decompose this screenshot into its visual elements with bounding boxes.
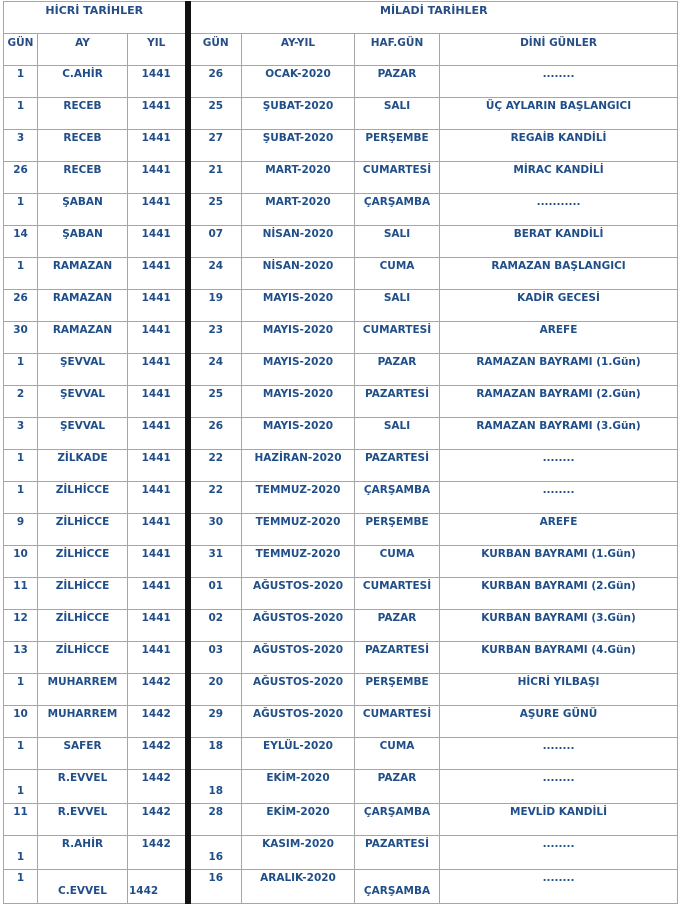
miladi-day-cell: 01 [188, 578, 242, 610]
month-year-cell: MAYIS-2020 [242, 418, 355, 450]
table-row [4, 66, 678, 98]
month-year-cell: HAZİRAN-2020 [242, 450, 355, 482]
hicri-day-cell: 26 [4, 290, 38, 322]
miladi-day-cell: 22 [188, 482, 242, 514]
hicri-month-cell: RECEB [38, 98, 128, 130]
miladi-day-cell: 25 [188, 386, 242, 418]
hicri-day-cell: 11 [4, 804, 38, 836]
month-year-cell: NİSAN-2020 [242, 226, 355, 258]
month-year-cell: OCAK-2020 [242, 66, 355, 98]
miladi-day-cell: 20 [188, 674, 242, 706]
weekday-cell: PAZARTESİ [355, 450, 440, 482]
hicri-year-cell: 1442 [128, 870, 188, 904]
religious-day-cell: KADİR GECESİ [440, 290, 678, 322]
hicri-year-cell: 1441 [128, 610, 188, 642]
table-row [4, 354, 678, 386]
hicri-year-cell: 1442 [128, 770, 188, 804]
hicri-year-cell: 1441 [128, 578, 188, 610]
religious-day-cell: ........ [440, 770, 678, 804]
religious-day-cell: AREFE [440, 322, 678, 354]
month-year-cell: EKİM-2020 [242, 804, 355, 836]
month-year-cell: EYLÜL-2020 [242, 738, 355, 770]
hicri-month-cell: RAMAZAN [38, 290, 128, 322]
hicri-day-cell: 1 [4, 194, 38, 226]
hicri-year-cell: 1441 [128, 290, 188, 322]
weekday-cell: PERŞEMBE [355, 674, 440, 706]
hicri-month-cell: RAMAZAN [38, 258, 128, 290]
hicri-month-cell: ZİLHİCCE [38, 578, 128, 610]
col-header-hicri-month: AY [38, 34, 128, 66]
weekday-cell: SALI [355, 418, 440, 450]
hicri-month-cell: ZİLHİCCE [38, 610, 128, 642]
miladi-day-cell: 24 [188, 354, 242, 386]
hicri-year-cell: 1441 [128, 162, 188, 194]
hicri-day-cell: 1 [4, 258, 38, 290]
hicri-day-cell: 10 [4, 546, 38, 578]
hicri-year-cell: 1441 [128, 258, 188, 290]
hicri-day-cell: 10 [4, 706, 38, 738]
hicri-month-cell: MUHARREM [38, 674, 128, 706]
weekday-cell: SALI [355, 98, 440, 130]
month-year-cell: MAYIS-2020 [242, 386, 355, 418]
hicri-year-cell: 1441 [128, 194, 188, 226]
column-header-row [4, 34, 678, 66]
religious-day-cell: HİCRİ YILBAŞI [440, 674, 678, 706]
hicri-day-cell: 12 [4, 610, 38, 642]
hicri-day-cell: 1 [4, 482, 38, 514]
hicri-year-cell: 1441 [128, 450, 188, 482]
hicri-month-cell: R.AHİR [38, 836, 128, 870]
table-row [4, 98, 678, 130]
hicri-year-cell: 1441 [128, 354, 188, 386]
hicri-year-cell: 1441 [128, 130, 188, 162]
miladi-day-cell: 29 [188, 706, 242, 738]
col-header-weekday: HAF.GÜN [355, 34, 440, 66]
month-year-cell: EKİM-2020 [242, 770, 355, 804]
hicri-year-cell: 1441 [128, 322, 188, 354]
miladi-day-cell: 25 [188, 194, 242, 226]
hicri-day-cell: 1 [4, 674, 38, 706]
hicri-day-cell: 1 [4, 450, 38, 482]
hicri-day-cell: 14 [4, 226, 38, 258]
hicri-day-cell: 30 [4, 322, 38, 354]
weekday-cell: CUMARTESİ [355, 706, 440, 738]
hicri-month-cell: R.EVVEL [38, 770, 128, 804]
religious-day-cell: KURBAN BAYRAMI (3.Gün) [440, 610, 678, 642]
month-year-cell: MAYIS-2020 [242, 322, 355, 354]
hicri-year-cell: 1441 [128, 514, 188, 546]
miladi-day-cell: 30 [188, 514, 242, 546]
religious-day-cell: ........ [440, 870, 678, 904]
hicri-month-cell: ZİLHİCCE [38, 642, 128, 674]
hicri-day-cell: 9 [4, 514, 38, 546]
hicri-day-cell: 13 [4, 642, 38, 674]
weekday-cell: ÇARŞAMBA [355, 804, 440, 836]
table-row [4, 258, 678, 290]
weekday-cell: PAZARTESİ [355, 836, 440, 870]
table-row [4, 770, 678, 804]
hicri-section-title: HİCRİ TARİHLER [4, 2, 188, 34]
religious-day-cell: MEVLİD KANDİLİ [440, 804, 678, 836]
religious-day-cell: ........ [440, 450, 678, 482]
hicri-day-cell: 11 [4, 578, 38, 610]
miladi-day-cell: 03 [188, 642, 242, 674]
month-year-cell: ARALIK-2020 [242, 870, 355, 904]
month-year-cell: TEMMUZ-2020 [242, 546, 355, 578]
religious-day-cell: REGAİB KANDİLİ [440, 130, 678, 162]
weekday-cell: ÇARŞAMBA [355, 194, 440, 226]
table-row [4, 194, 678, 226]
table-row [4, 514, 678, 546]
miladi-day-cell: 26 [188, 66, 242, 98]
miladi-day-cell: 19 [188, 290, 242, 322]
hicri-day-cell: 1 [4, 66, 38, 98]
hicri-day-cell: 3 [4, 418, 38, 450]
miladi-day-cell: 07 [188, 226, 242, 258]
religious-day-cell: ........ [440, 482, 678, 514]
miladi-day-cell: 24 [188, 258, 242, 290]
col-header-religious-day: DİNİ GÜNLER [440, 34, 678, 66]
table-row [4, 226, 678, 258]
miladi-day-cell: 02 [188, 610, 242, 642]
month-year-cell: ŞUBAT-2020 [242, 98, 355, 130]
table-row [4, 130, 678, 162]
hicri-month-cell: ZİLHİCCE [38, 546, 128, 578]
miladi-day-cell: 21 [188, 162, 242, 194]
table-row [4, 290, 678, 322]
table-row [4, 738, 678, 770]
weekday-cell: PERŞEMBE [355, 514, 440, 546]
miladi-day-cell: 16 [188, 870, 242, 904]
hicri-year-cell: 1442 [128, 674, 188, 706]
weekday-cell: PAZAR [355, 66, 440, 98]
month-year-cell: NİSAN-2020 [242, 258, 355, 290]
hicri-year-cell: 1442 [128, 706, 188, 738]
month-year-cell: TEMMUZ-2020 [242, 482, 355, 514]
religious-day-cell: KURBAN BAYRAMI (1.Gün) [440, 546, 678, 578]
miladi-day-cell: 23 [188, 322, 242, 354]
hicri-year-cell: 1442 [128, 836, 188, 870]
miladi-day-cell: 26 [188, 418, 242, 450]
hicri-year-cell: 1441 [128, 482, 188, 514]
hicri-day-cell: 1 [4, 738, 38, 770]
table-row [4, 610, 678, 642]
religious-day-cell: ........ [440, 836, 678, 870]
table-row [4, 674, 678, 706]
hicri-month-cell: ŞEVVAL [38, 354, 128, 386]
hicri-year-cell: 1441 [128, 226, 188, 258]
weekday-cell: CUMARTESİ [355, 162, 440, 194]
religious-day-cell: RAMAZAN BAYRAMI (2.Gün) [440, 386, 678, 418]
weekday-cell: CUMARTESİ [355, 578, 440, 610]
religious-days-table [3, 1, 678, 904]
weekday-cell: CUMA [355, 546, 440, 578]
miladi-day-cell: 18 [188, 770, 242, 804]
month-year-cell: AĞUSTOS-2020 [242, 578, 355, 610]
religious-day-cell: BERAT KANDİLİ [440, 226, 678, 258]
table-row [4, 804, 678, 836]
table-row [4, 578, 678, 610]
hicri-month-cell: ŞABAN [38, 194, 128, 226]
weekday-cell: ÇARŞAMBA [355, 870, 440, 904]
table-row [4, 386, 678, 418]
month-year-cell: MAYIS-2020 [242, 290, 355, 322]
hicri-month-cell: RECEB [38, 130, 128, 162]
religious-day-cell: ........ [440, 738, 678, 770]
hicri-month-cell: RECEB [38, 162, 128, 194]
religious-day-cell: KURBAN BAYRAMI (4.Gün) [440, 642, 678, 674]
hicri-day-cell: 1 [4, 98, 38, 130]
col-header-month-year: AY-YIL [242, 34, 355, 66]
miladi-day-cell: 31 [188, 546, 242, 578]
miladi-day-cell: 25 [188, 98, 242, 130]
hicri-month-cell: RAMAZAN [38, 322, 128, 354]
section-header-row [4, 2, 678, 34]
month-year-cell: AĞUSTOS-2020 [242, 610, 355, 642]
weekday-cell: PAZAR [355, 770, 440, 804]
religious-day-cell: ........ [440, 66, 678, 98]
month-year-cell: AĞUSTOS-2020 [242, 706, 355, 738]
miladi-day-cell: 18 [188, 738, 242, 770]
hicri-day-cell: 2 [4, 386, 38, 418]
religious-day-cell: KURBAN BAYRAMI (2.Gün) [440, 578, 678, 610]
weekday-cell: ÇARŞAMBA [355, 482, 440, 514]
month-year-cell: ŞUBAT-2020 [242, 130, 355, 162]
month-year-cell: TEMMUZ-2020 [242, 514, 355, 546]
hicri-year-cell: 1441 [128, 418, 188, 450]
weekday-cell: PAZARTESİ [355, 386, 440, 418]
hicri-month-cell: ŞEVVAL [38, 418, 128, 450]
hicri-month-cell: SAFER [38, 738, 128, 770]
religious-day-cell: RAMAZAN BAYRAMI (1.Gün) [440, 354, 678, 386]
hicri-month-cell: ZİLHİCCE [38, 482, 128, 514]
weekday-cell: PAZARTESİ [355, 642, 440, 674]
weekday-cell: SALI [355, 290, 440, 322]
month-year-cell: MAYIS-2020 [242, 354, 355, 386]
month-year-cell: AĞUSTOS-2020 [242, 674, 355, 706]
miladi-day-cell: 22 [188, 450, 242, 482]
table-row [4, 642, 678, 674]
table-row [4, 546, 678, 578]
table-row [4, 450, 678, 482]
hicri-day-cell: 1 [4, 354, 38, 386]
month-year-cell: MART-2020 [242, 162, 355, 194]
hicri-year-cell: 1441 [128, 642, 188, 674]
hicri-month-cell: ŞABAN [38, 226, 128, 258]
weekday-cell: CUMARTESİ [355, 322, 440, 354]
religious-day-cell: ........... [440, 194, 678, 226]
hicri-day-cell: 3 [4, 130, 38, 162]
table-row [4, 322, 678, 354]
miladi-day-cell: 28 [188, 804, 242, 836]
calendar-table-container [3, 1, 678, 904]
weekday-cell: CUMA [355, 258, 440, 290]
col-header-hicri-day: GÜN [4, 34, 38, 66]
miladi-day-cell: 27 [188, 130, 242, 162]
religious-day-cell: MİRAC KANDİLİ [440, 162, 678, 194]
hicri-day-cell: 1 [4, 770, 38, 804]
weekday-cell: PAZAR [355, 610, 440, 642]
table-row [4, 870, 678, 904]
hicri-month-cell: C.EVVEL [38, 870, 128, 904]
hicri-month-cell: ZİLKADE [38, 450, 128, 482]
hicri-month-cell: C.AHİR [38, 66, 128, 98]
month-year-cell: KASIM-2020 [242, 836, 355, 870]
hicri-day-cell: 1 [4, 870, 38, 904]
weekday-cell: PERŞEMBE [355, 130, 440, 162]
hicri-day-cell: 1 [4, 836, 38, 870]
col-header-miladi-day: GÜN [188, 34, 242, 66]
table-row [4, 482, 678, 514]
miladi-section-title: MİLADİ TARİHLER [188, 2, 678, 34]
table-row [4, 836, 678, 870]
col-header-hicri-year: YIL [128, 34, 188, 66]
religious-day-cell: RAMAZAN BAŞLANGICI [440, 258, 678, 290]
hicri-month-cell: ŞEVVAL [38, 386, 128, 418]
religious-day-cell: AŞURE GÜNÜ [440, 706, 678, 738]
hicri-month-cell: R.EVVEL [38, 804, 128, 836]
miladi-day-cell: 16 [188, 836, 242, 870]
weekday-cell: PAZAR [355, 354, 440, 386]
hicri-year-cell: 1441 [128, 546, 188, 578]
table-row [4, 418, 678, 450]
hicri-day-cell: 26 [4, 162, 38, 194]
religious-day-cell: AREFE [440, 514, 678, 546]
hicri-year-cell: 1441 [128, 66, 188, 98]
hicri-year-cell: 1441 [128, 98, 188, 130]
hicri-year-cell: 1442 [128, 738, 188, 770]
table-row [4, 706, 678, 738]
weekday-cell: CUMA [355, 738, 440, 770]
hicri-month-cell: ZİLHİCCE [38, 514, 128, 546]
religious-day-cell: ÜÇ AYLARIN BAŞLANGICI [440, 98, 678, 130]
month-year-cell: AĞUSTOS-2020 [242, 642, 355, 674]
hicri-year-cell: 1441 [128, 386, 188, 418]
hicri-month-cell: MUHARREM [38, 706, 128, 738]
hicri-year-cell: 1442 [128, 804, 188, 836]
month-year-cell: MART-2020 [242, 194, 355, 226]
weekday-cell: SALI [355, 226, 440, 258]
religious-day-cell: RAMAZAN BAYRAMI (3.Gün) [440, 418, 678, 450]
table-row [4, 162, 678, 194]
